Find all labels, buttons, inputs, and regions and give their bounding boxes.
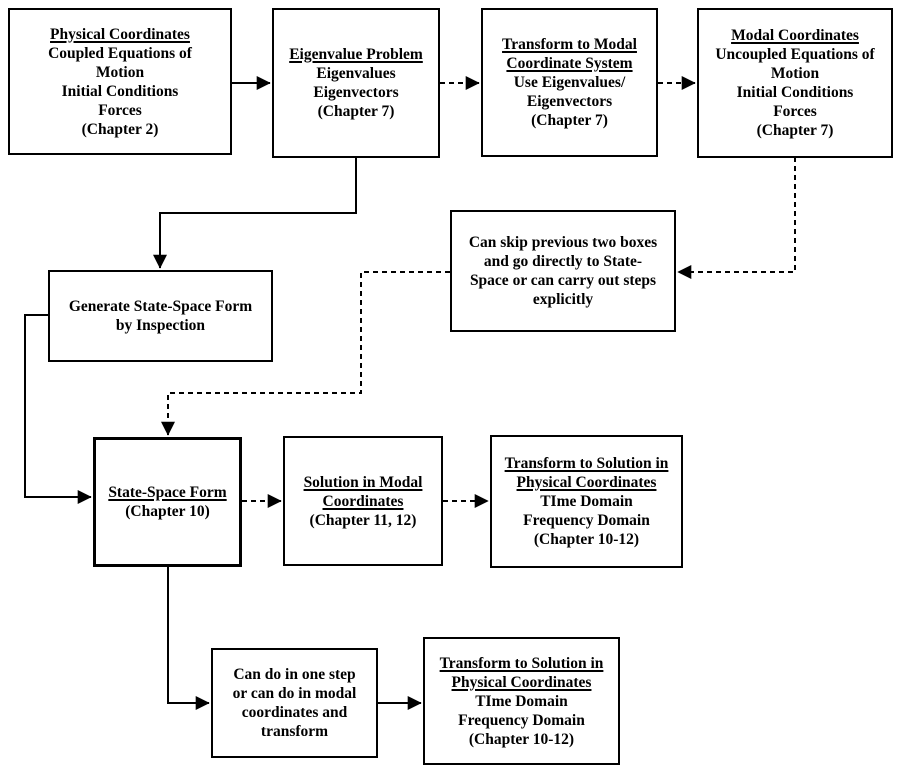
text-line: Modal Coordinates bbox=[731, 27, 859, 44]
text-line: (Chapter 11, 12) bbox=[309, 511, 417, 529]
text-line: Physical Coordinates bbox=[516, 474, 657, 491]
text-line: Forces bbox=[98, 101, 142, 119]
text-line: (Chapter 10-12) bbox=[468, 730, 575, 748]
node-transform-to-physical-bottom bbox=[423, 637, 620, 765]
text-line: (Chapter 2) bbox=[81, 120, 159, 138]
node-title bbox=[304, 473, 423, 511]
node-one-step-note bbox=[211, 648, 378, 758]
text-line: or can do in modal bbox=[232, 685, 357, 702]
node-body bbox=[313, 64, 398, 121]
node-body bbox=[469, 233, 657, 309]
text-line: Eigenvalue Problem bbox=[289, 46, 423, 63]
text-line: Coordinates bbox=[322, 492, 404, 510]
text-line: Eigenvectors bbox=[526, 93, 613, 110]
text-line: (Chapter 7) bbox=[317, 103, 395, 120]
text-line: Frequency Domain bbox=[523, 512, 650, 529]
text-line: Motion bbox=[95, 63, 145, 81]
node-modal-coordinates bbox=[697, 8, 893, 158]
text-line: (Chapter 10-12) bbox=[533, 531, 640, 548]
text-line: Solution in Modal bbox=[303, 473, 423, 491]
node-physical-coordinates bbox=[8, 8, 232, 155]
text-line: Transform to Solution in bbox=[439, 654, 604, 672]
text-line: Frequency Domain bbox=[458, 711, 585, 729]
node-skip-note bbox=[450, 210, 676, 332]
node-body bbox=[69, 297, 252, 335]
text-line: Coordinate System bbox=[506, 55, 633, 72]
node-title bbox=[731, 26, 859, 45]
text-line: (Chapter 7) bbox=[531, 112, 608, 129]
text-line: Generate State-Space Form bbox=[68, 298, 253, 315]
node-eigenvalue-problem bbox=[272, 8, 440, 158]
text-line: TIme Domain bbox=[475, 692, 568, 710]
text-line: Eigenvalues bbox=[316, 65, 396, 82]
node-title bbox=[50, 25, 190, 44]
text-line: Physical Coordinates bbox=[50, 25, 190, 43]
text-line: Coupled Equations of bbox=[48, 44, 192, 62]
text-line: Motion bbox=[770, 65, 820, 82]
node-body bbox=[125, 502, 210, 521]
text-line: Uncoupled Equations of bbox=[715, 46, 875, 63]
node-generate-state-space bbox=[48, 270, 273, 362]
node-title bbox=[505, 454, 669, 492]
node-transform-to-physical-mid bbox=[490, 435, 683, 568]
text-line: Forces bbox=[773, 103, 817, 120]
text-line: coordinates and bbox=[241, 704, 348, 721]
text-line: Physical Coordinates bbox=[451, 673, 592, 691]
text-line: TIme Domain bbox=[540, 493, 633, 510]
node-body bbox=[523, 492, 650, 549]
node-body bbox=[514, 73, 626, 130]
arrow-state-space-to-one-step-note bbox=[168, 566, 209, 703]
arrow-eigenvalue-to-generate bbox=[160, 157, 356, 268]
text-line: Can skip previous two boxes bbox=[468, 234, 658, 251]
text-line: Transform to Modal bbox=[502, 36, 637, 53]
node-body bbox=[48, 44, 192, 139]
node-title bbox=[440, 654, 604, 692]
text-line: by Inspection bbox=[115, 317, 206, 334]
text-line: Use Eigenvalues/ bbox=[513, 74, 626, 91]
text-line: Space or can carry out steps bbox=[469, 272, 657, 289]
text-line: State-Space Form bbox=[108, 484, 227, 501]
node-title bbox=[108, 483, 226, 502]
node-title bbox=[289, 45, 423, 64]
arrow-modal-to-skip-note bbox=[678, 157, 795, 272]
text-line: Transform to Solution in bbox=[504, 455, 669, 472]
text-line: (Chapter 10) bbox=[125, 503, 210, 520]
text-line: Initial Conditions bbox=[736, 84, 854, 101]
node-state-space-form bbox=[93, 437, 242, 567]
text-line: Initial Conditions bbox=[61, 82, 179, 100]
text-line: and go directly to State- bbox=[483, 253, 643, 270]
text-line: Eigenvectors bbox=[313, 84, 399, 101]
text-line: explicitly bbox=[532, 291, 594, 308]
text-line: (Chapter 7) bbox=[756, 122, 834, 139]
node-body bbox=[458, 692, 585, 749]
node-solution-in-modal bbox=[283, 436, 443, 566]
text-line: transform bbox=[260, 723, 329, 740]
node-transform-to-modal bbox=[481, 8, 658, 157]
node-title bbox=[502, 35, 637, 73]
node-body bbox=[715, 45, 874, 140]
node-body bbox=[233, 665, 357, 741]
node-body bbox=[310, 511, 417, 530]
text-line: Can do in one step bbox=[233, 666, 356, 683]
